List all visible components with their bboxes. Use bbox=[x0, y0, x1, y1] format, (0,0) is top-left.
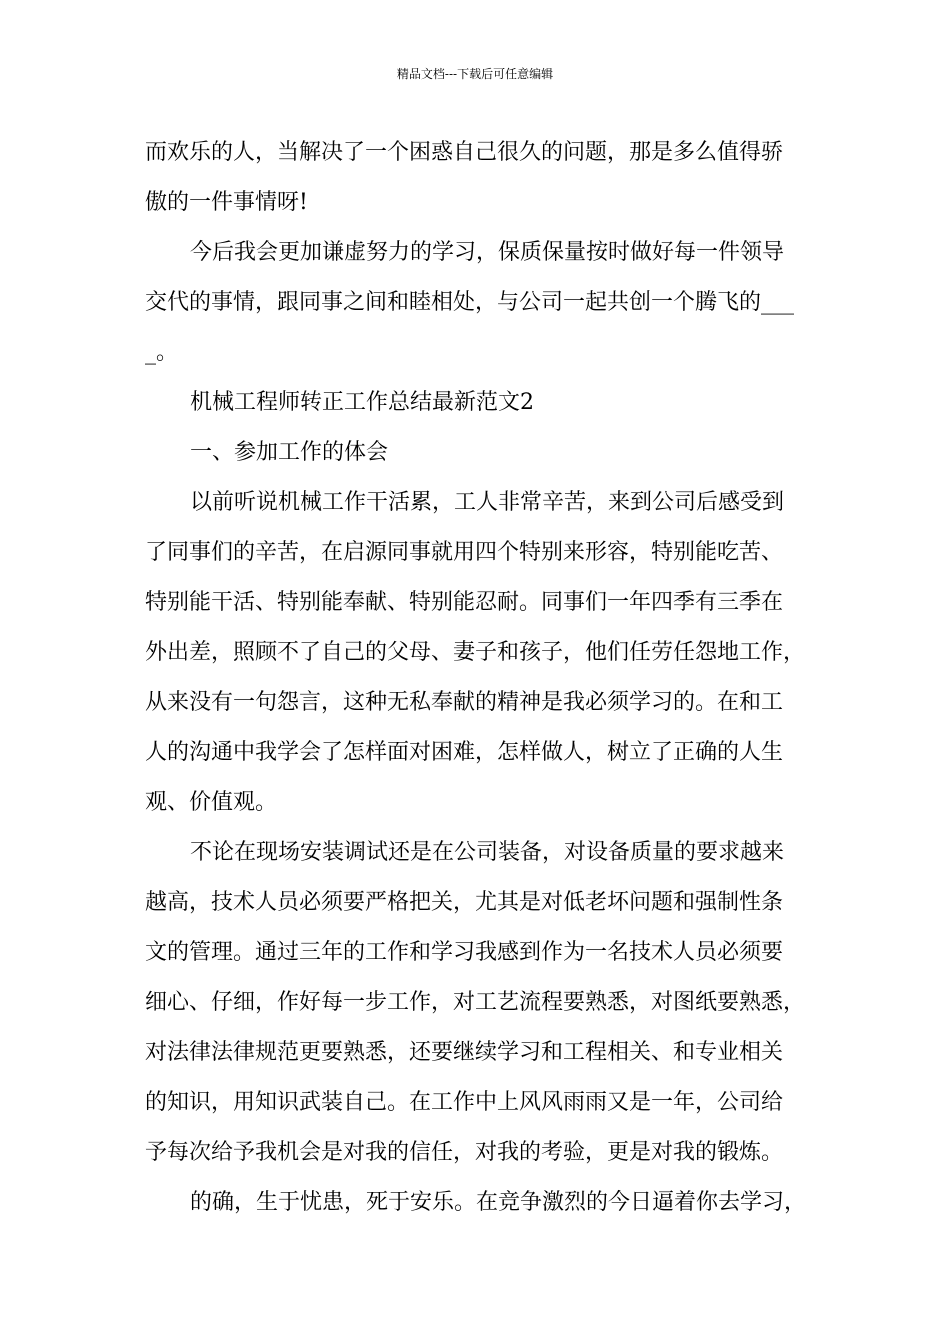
text-line: 对法律法律规范更要熟悉，还要继续学习和工程相关、和专业相关 bbox=[145, 1040, 784, 1065]
document-body bbox=[145, 128, 825, 1228]
text-line: 的确，生于忧患，死于安乐。在竞争激烈的今日逼着你去学习， bbox=[190, 1190, 807, 1215]
text-line: 而欢乐的人，当解决了一个困惑自己很久的问题，那是多么值得骄 bbox=[145, 140, 784, 165]
text-line: 从来没有一句怨言，这种无私奉献的精神是我必须学习的。在和工 bbox=[145, 690, 784, 715]
text-line: 以前听说机械工作干活累，工人非常辛苦，来到公司后感受到 bbox=[190, 490, 785, 515]
paragraph bbox=[145, 1178, 825, 1228]
text-line: 傲的一件事情呀! bbox=[145, 190, 308, 215]
text-line: 了同事们的辛苦，在启源同事就用四个特别来形容，特别能吃苦、 bbox=[145, 540, 784, 565]
text-line: 的知识，用知识武装自己。在工作中上风风雨雨又是一年，公司给 bbox=[145, 1090, 784, 1115]
text-line: 越高，技术人员必须要严格把关，尤其是对低老坏问题和强制性条 bbox=[145, 890, 784, 915]
text-line: 交代的事情，跟同事之间和睦相处，与公司一起共创一个腾飞的___ bbox=[145, 290, 795, 315]
text-line: 予每次给予我机会是对我的信任，对我的考验，更是对我的锻炼。 bbox=[145, 1140, 784, 1165]
text-line: 细心、仔细，作好每一步工作，对工艺流程要熟悉，对图纸要熟悉， bbox=[145, 990, 806, 1015]
section-title bbox=[145, 378, 825, 428]
text-line: 文的管理。通过三年的工作和学习我感到作为一名技术人员必须要 bbox=[145, 940, 784, 965]
text-line: 今后我会更加谦虚努力的学习，保质保量按时做好每一件领导 bbox=[190, 240, 785, 265]
text-line: _。 bbox=[145, 340, 179, 365]
text-line: 观、价值观。 bbox=[145, 790, 278, 815]
text-line: 特别能干活、特别能奉献、特别能忍耐。同事们一年四季有三季在 bbox=[145, 590, 784, 615]
text-line: 不论在现场安装调试还是在公司装备，对设备质量的要求越来 bbox=[190, 840, 785, 865]
text-line: 外出差，照顾不了自己的父母、妻子和孩子，他们任劳任怨地工作， bbox=[145, 640, 806, 665]
paragraph bbox=[145, 228, 825, 378]
page-header: 精品文档---下载后可任意编辑 bbox=[396, 67, 554, 81]
paragraph bbox=[145, 478, 825, 828]
text-line: 人的沟通中我学会了怎样面对困难，怎样做人，树立了正确的人生 bbox=[145, 740, 784, 765]
text-line: 一、参加工作的体会 bbox=[190, 440, 389, 465]
text-line: 机械工程师转正工作总结最新范文2 bbox=[190, 390, 534, 415]
paragraph bbox=[145, 128, 825, 228]
subheading bbox=[145, 428, 825, 478]
paragraph bbox=[145, 828, 825, 1178]
